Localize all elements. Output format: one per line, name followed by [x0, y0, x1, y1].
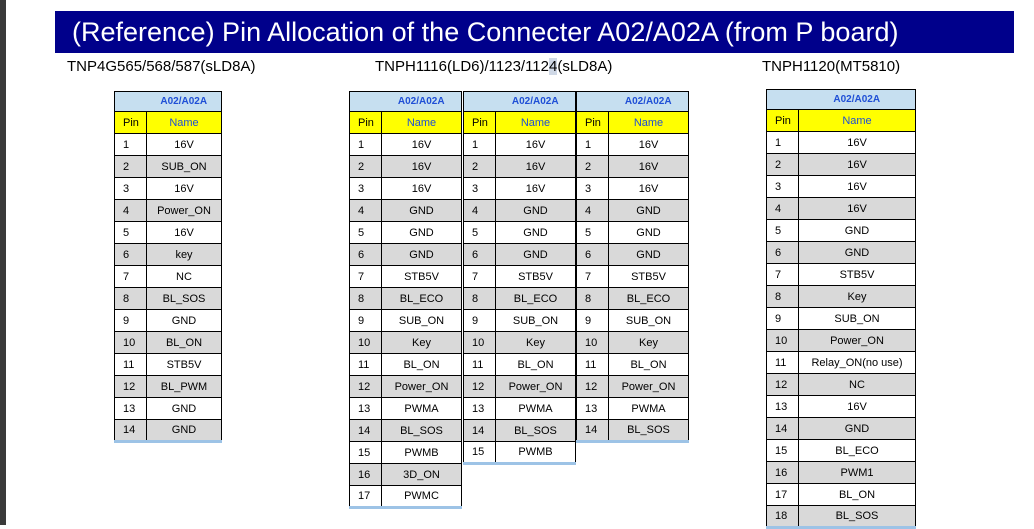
table-row [464, 354, 576, 376]
table-row [115, 354, 222, 376]
table-row [767, 418, 916, 440]
table-row [350, 288, 462, 310]
signal-name: BL_ON [382, 354, 462, 376]
signal-name: 16V [799, 154, 916, 176]
pin-number: 4 [577, 200, 609, 222]
signal-name: GND [799, 242, 916, 264]
name-column-header: Name [609, 112, 689, 134]
pin-number: 11 [464, 354, 496, 376]
connector-header-row [350, 92, 462, 112]
pin-number: 1 [350, 134, 382, 156]
signal-name: GND [382, 200, 462, 222]
signal-name: PWMB [382, 442, 462, 464]
table-row [464, 310, 576, 332]
header-blank-cell [350, 92, 382, 112]
table-row [577, 244, 689, 266]
table-row [767, 176, 916, 198]
pin-number: 2 [350, 156, 382, 178]
pin-number: 6 [115, 244, 147, 266]
signal-name: GND [147, 398, 222, 420]
pin-table-tnp4g565 [114, 91, 222, 443]
table-row [767, 154, 916, 176]
column-header-row [350, 112, 462, 134]
table-row [577, 310, 689, 332]
pin-table-tnph1120 [766, 89, 916, 529]
table-row [115, 134, 222, 156]
connector-header-row [767, 90, 916, 110]
caption-middle [375, 58, 612, 75]
table-row [767, 352, 916, 374]
connector-label: A02/A02A [382, 92, 462, 112]
signal-name: GND [496, 244, 576, 266]
signal-name: GND [609, 222, 689, 244]
pin-column-header: Pin [464, 112, 496, 134]
signal-name: GND [382, 222, 462, 244]
pin-number: 14 [350, 420, 382, 442]
signal-name: Power_ON [609, 376, 689, 398]
table-row [767, 396, 916, 418]
name-column-header: Name [496, 112, 576, 134]
signal-name: GND [609, 200, 689, 222]
signal-name: BL_ON [799, 484, 916, 506]
table-row [350, 244, 462, 266]
signal-name: Key [382, 332, 462, 354]
pin-number: 9 [350, 310, 382, 332]
pin-number: 5 [767, 220, 799, 242]
column-header-row [115, 112, 222, 134]
pin-number: 13 [767, 396, 799, 418]
table-row [577, 354, 689, 376]
signal-name: PWMB [496, 442, 576, 464]
pin-number: 10 [464, 332, 496, 354]
table-row [115, 376, 222, 398]
signal-name: 16V [609, 178, 689, 200]
pin-number: 5 [464, 222, 496, 244]
signal-name: NC [799, 374, 916, 396]
pin-number: 8 [464, 288, 496, 310]
pin-number: 9 [115, 310, 147, 332]
table-row [350, 332, 462, 354]
pin-number: 16 [767, 462, 799, 484]
name-column-header: Name [799, 110, 916, 132]
header-blank-cell [767, 90, 799, 110]
signal-name: 16V [609, 134, 689, 156]
pin-number: 12 [115, 376, 147, 398]
pin-number: 14 [577, 420, 609, 442]
pin-number: 10 [767, 330, 799, 352]
signal-name: GND [147, 310, 222, 332]
table-row [577, 376, 689, 398]
connector-label: A02/A02A [496, 92, 576, 112]
pin-number: 4 [350, 200, 382, 222]
table-row [350, 442, 462, 464]
pin-number: 10 [577, 332, 609, 354]
signal-name: 16V [799, 198, 916, 220]
pin-number: 4 [464, 200, 496, 222]
signal-name: STB5V [799, 264, 916, 286]
table-row [577, 200, 689, 222]
name-column-header: Name [382, 112, 462, 134]
pin-number: 12 [350, 376, 382, 398]
signal-name: GND [609, 244, 689, 266]
pin-number: 1 [577, 134, 609, 156]
signal-name: Key [799, 286, 916, 308]
pin-number: 2 [115, 156, 147, 178]
signal-name: BL_ON [496, 354, 576, 376]
pin-number: 3 [464, 178, 496, 200]
pin-number: 7 [577, 266, 609, 288]
table-row [464, 332, 576, 354]
table-row [115, 420, 222, 442]
pin-number: 14 [767, 418, 799, 440]
table-row [115, 332, 222, 354]
table-row [464, 134, 576, 156]
signal-name: STB5V [609, 266, 689, 288]
pin-number: 15 [464, 442, 496, 464]
pin-column-header: Pin [577, 112, 609, 134]
pin-number: 5 [577, 222, 609, 244]
header-blank-cell [115, 92, 147, 112]
pin-number: 12 [577, 376, 609, 398]
table-row [767, 506, 916, 528]
pin-number: 6 [350, 244, 382, 266]
pin-number: 13 [350, 398, 382, 420]
signal-name: PWMA [382, 398, 462, 420]
table-row [115, 288, 222, 310]
table-row [577, 398, 689, 420]
signal-name: STB5V [382, 266, 462, 288]
signal-name: BL_ON [609, 354, 689, 376]
table-row [115, 200, 222, 222]
caption-middle-suffix: (sLD8A) [557, 58, 613, 75]
signal-name: 16V [799, 132, 916, 154]
table-row [115, 310, 222, 332]
table-row [115, 222, 222, 244]
signal-name: PWMC [382, 486, 462, 508]
signal-name: 16V [799, 396, 916, 418]
table-row [767, 198, 916, 220]
signal-name: SUB_ON [147, 156, 222, 178]
connector-label: A02/A02A [799, 90, 916, 110]
table-row [577, 134, 689, 156]
table-row [350, 420, 462, 442]
pin-number: 12 [464, 376, 496, 398]
pin-number: 2 [577, 156, 609, 178]
signal-name: SUB_ON [799, 308, 916, 330]
pin-number: 17 [350, 486, 382, 508]
name-column-header: Name [147, 112, 222, 134]
signal-name: BL_SOS [799, 506, 916, 528]
table-row [350, 134, 462, 156]
connector-header-row [115, 92, 222, 112]
table-row [767, 374, 916, 396]
table-row [577, 332, 689, 354]
pin-number: 6 [464, 244, 496, 266]
table-row [577, 420, 689, 442]
table-row [464, 200, 576, 222]
table-row [767, 132, 916, 154]
column-header-row [464, 112, 576, 134]
table-row [767, 286, 916, 308]
signal-name: BL_SOS [609, 420, 689, 442]
table-row [577, 266, 689, 288]
table-row [464, 266, 576, 288]
pin-number: 10 [115, 332, 147, 354]
signal-name: BL_ECO [382, 288, 462, 310]
signal-name: SUB_ON [496, 310, 576, 332]
table-row [350, 464, 462, 486]
signal-name: PWM1 [799, 462, 916, 484]
pin-number: 5 [115, 222, 147, 244]
pin-number: 3 [350, 178, 382, 200]
signal-name: GND [799, 220, 916, 242]
signal-name: PWMA [609, 398, 689, 420]
signal-name: BL_PWM [147, 376, 222, 398]
signal-name: Power_ON [147, 200, 222, 222]
pin-number: 13 [577, 398, 609, 420]
pin-number: 15 [767, 440, 799, 462]
table-row [577, 222, 689, 244]
pin-table-tnph1116-c [576, 91, 689, 443]
table-row [350, 178, 462, 200]
signal-name: 16V [496, 178, 576, 200]
connector-header-row [464, 92, 576, 112]
table-row [464, 398, 576, 420]
signal-name: STB5V [147, 354, 222, 376]
column-header-row [577, 112, 689, 134]
signal-name: 16V [496, 134, 576, 156]
pin-number: 7 [350, 266, 382, 288]
table-row [767, 220, 916, 242]
pin-number: 2 [767, 154, 799, 176]
connector-label: A02/A02A [147, 92, 222, 112]
table-row [464, 288, 576, 310]
table-row [350, 354, 462, 376]
signal-name: BL_ECO [496, 288, 576, 310]
pin-number: 16 [350, 464, 382, 486]
table-row [350, 310, 462, 332]
table-row [464, 420, 576, 442]
pin-number: 6 [767, 242, 799, 264]
table-row [464, 244, 576, 266]
pin-column-header: Pin [115, 112, 147, 134]
table-row [577, 178, 689, 200]
pin-number: 7 [767, 264, 799, 286]
header-blank-cell [577, 92, 609, 112]
signal-name: GND [496, 200, 576, 222]
pin-number: 14 [115, 420, 147, 442]
pin-number: 3 [115, 178, 147, 200]
signal-name: GND [799, 418, 916, 440]
table-row [767, 484, 916, 506]
pin-number: 4 [767, 198, 799, 220]
pin-number: 3 [577, 178, 609, 200]
signal-name: BL_SOS [382, 420, 462, 442]
table-row [115, 398, 222, 420]
pin-number: 2 [464, 156, 496, 178]
table-row [767, 330, 916, 352]
table-row [767, 462, 916, 484]
pin-number: 1 [115, 134, 147, 156]
caption-right: TNPH1120(MT5810) [762, 58, 901, 75]
pin-number: 6 [577, 244, 609, 266]
signal-name: BL_ECO [799, 440, 916, 462]
pin-column-header: Pin [350, 112, 382, 134]
pin-number: 17 [767, 484, 799, 506]
pin-number: 8 [350, 288, 382, 310]
signal-name: 16V [147, 134, 222, 156]
table-row [464, 222, 576, 244]
table-row [767, 264, 916, 286]
pin-number: 10 [350, 332, 382, 354]
signal-name: 16V [382, 178, 462, 200]
table-row [350, 486, 462, 508]
table-row [464, 376, 576, 398]
table-row [464, 156, 576, 178]
signal-name: Power_ON [382, 376, 462, 398]
connector-label: A02/A02A [609, 92, 689, 112]
connector-header-row [577, 92, 689, 112]
pin-number: 9 [464, 310, 496, 332]
signal-name: 16V [382, 134, 462, 156]
table-row [350, 266, 462, 288]
signal-name: 16V [609, 156, 689, 178]
pin-number: 15 [350, 442, 382, 464]
table-row [115, 266, 222, 288]
table-row [350, 222, 462, 244]
window-edge [0, 0, 6, 525]
signal-name: 16V [382, 156, 462, 178]
signal-name: GND [147, 420, 222, 442]
signal-name: 16V [496, 156, 576, 178]
pin-number: 1 [464, 134, 496, 156]
pin-number: 8 [577, 288, 609, 310]
signal-name: NC [147, 266, 222, 288]
signal-name: Power_ON [799, 330, 916, 352]
slide-title-banner: (Reference) Pin Allocation of the Connecter A02/A02A (from P board) [55, 11, 1014, 53]
caption-middle-text: TNPH1116(LD6)/1123/112 [375, 58, 549, 75]
pin-number: 5 [350, 222, 382, 244]
pin-number: 9 [577, 310, 609, 332]
pin-table-tnph1116-b [463, 91, 576, 465]
pin-number: 11 [350, 354, 382, 376]
table-row [577, 156, 689, 178]
signal-name: 16V [799, 176, 916, 198]
table-row [115, 178, 222, 200]
table-row [350, 156, 462, 178]
column-header-row [767, 110, 916, 132]
signal-name: Power_ON [496, 376, 576, 398]
table-row [767, 308, 916, 330]
pin-number: 7 [115, 266, 147, 288]
pin-number: 3 [767, 176, 799, 198]
table-row [350, 376, 462, 398]
signal-name: SUB_ON [609, 310, 689, 332]
signal-name: Key [496, 332, 576, 354]
pin-number: 18 [767, 506, 799, 528]
table-row [115, 156, 222, 178]
table-row [464, 442, 576, 464]
pin-column-header: Pin [767, 110, 799, 132]
header-blank-cell [464, 92, 496, 112]
signal-name: SUB_ON [382, 310, 462, 332]
pin-number: 1 [767, 132, 799, 154]
signal-name: 16V [147, 178, 222, 200]
table-row [767, 440, 916, 462]
table-row [577, 288, 689, 310]
signal-name: PWMA [496, 398, 576, 420]
signal-name: GND [382, 244, 462, 266]
table-row [464, 178, 576, 200]
pin-number: 12 [767, 374, 799, 396]
signal-name: key [147, 244, 222, 266]
pin-number: 9 [767, 308, 799, 330]
signal-name: 3D_ON [382, 464, 462, 486]
pin-number: 13 [115, 398, 147, 420]
pin-number: 7 [464, 266, 496, 288]
signal-name: 16V [147, 222, 222, 244]
table-row [767, 242, 916, 264]
pin-number: 4 [115, 200, 147, 222]
caption-left: TNP4G565/568/587(sLD8A) [67, 58, 256, 75]
signal-name: BL_ON [147, 332, 222, 354]
signal-name: Relay_ON(no use) [799, 352, 916, 374]
pin-table-tnph1116-a [349, 91, 462, 509]
pin-number: 11 [767, 352, 799, 374]
pin-number: 13 [464, 398, 496, 420]
pin-number: 8 [767, 286, 799, 308]
signal-name: BL_ECO [609, 288, 689, 310]
text-cursor-highlight: 4 [549, 58, 558, 75]
signal-name: BL_SOS [496, 420, 576, 442]
signal-name: Key [609, 332, 689, 354]
pin-number: 8 [115, 288, 147, 310]
pin-number: 14 [464, 420, 496, 442]
signal-name: STB5V [496, 266, 576, 288]
pin-number: 11 [577, 354, 609, 376]
pin-number: 11 [115, 354, 147, 376]
table-row [350, 398, 462, 420]
table-row [350, 200, 462, 222]
signal-name: GND [496, 222, 576, 244]
table-row [115, 244, 222, 266]
signal-name: BL_SOS [147, 288, 222, 310]
